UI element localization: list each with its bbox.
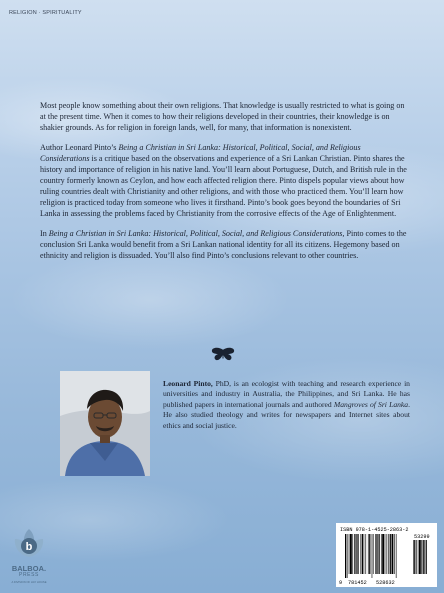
barcode-graphic	[336, 523, 437, 587]
price-code: 53299	[414, 534, 430, 540]
isbn-label: ISBN 978-1-4525-2863-2	[340, 527, 409, 533]
book-title-italic: Being a Christian in Sri Lanka: Historical, Political, Social, and Religious Considerations	[40, 143, 361, 164]
publisher-logo	[6, 525, 52, 587]
barcode-first-digit: 9	[339, 580, 343, 586]
blurb-paragraph-1: Most people know something about their own religions. That knowledge is usually restricted to what is going on at the present time. When it comes to how their religions developed in their countries, their knowledge is on shakier grounds. As for religion in foreign lands, well, for many, that information is nonexistent.	[40, 101, 405, 132]
blurb-p2-lead: Author Leonard Pinto’s	[40, 143, 119, 153]
publisher-name: BALBOA.	[11, 564, 47, 573]
blurb-paragraph-2	[40, 143, 412, 219]
butterfly-ornament-icon	[211, 347, 235, 361]
blurb-p3-lead: In	[40, 229, 49, 239]
blurb-paragraph-3	[40, 229, 412, 262]
balboa-lotus-icon	[6, 525, 52, 565]
author-photo	[60, 371, 150, 476]
author-name: Leonard Pinto,	[163, 379, 213, 388]
publisher-press: PRESS	[19, 572, 39, 578]
author-bio-text: PhD, is an ecologist with teaching and research experience in universities and industry in Australia, the Philippines, and Sri Lanka. He has published papers in international journals and authored	[163, 379, 410, 409]
author-portrait-image	[60, 371, 150, 476]
barcode-right-digits: 528632	[376, 580, 395, 586]
publisher-division: A DIVISION OF HAY HOUSE	[11, 581, 47, 584]
author-book-title: Mangroves of Sri Lanka	[333, 399, 409, 409]
book-title-italic: Being a Christian in Sri Lanka: Historical, Political, Social, and Religious Considerations,	[48, 229, 345, 239]
barcode-left-digits: 781452	[348, 580, 367, 586]
isbn-barcode	[336, 523, 437, 587]
blurb-p3-rest: Pinto comes to the conclusion Sri Lanka would benefit from a Sri Lankan national identity for all its citizens. Hegemony based on ethnicity and religion is dissuaded. You’ll also find Pinto’s conclusions relevant to other countries.	[40, 229, 407, 260]
blurb-p2-rest: is a critique based on the observations and experience of a Sri Lankan Christian. Pinto shares the history and importance of religion in his native land. You’ll learn about Portuguese, Dutch, and British rule in the country formerly known as Ceylon, and how each affected religion there. Pinto dispels popular views about how ruling countries dealt with Christianity and other religions, and with those who practiced them. You’ll learn how religion is practiced today from someone who lives it firsthand. Pinto’s book goes beyond the boundaries of Sri Lanka in assessing the problems faced by Christianity from the corrosive effects of the Age of Enlightenment.	[40, 154, 407, 218]
author-bio-text-end: . He also studied theology and writes for newspapers and Internet sites about ethics and social justice.	[163, 399, 410, 430]
svg-text:b: b	[25, 541, 33, 553]
back-cover-blurb	[40, 101, 412, 271]
category-label: RELIGION · SPIRITUALITY	[9, 10, 82, 16]
author-bio	[163, 379, 410, 431]
